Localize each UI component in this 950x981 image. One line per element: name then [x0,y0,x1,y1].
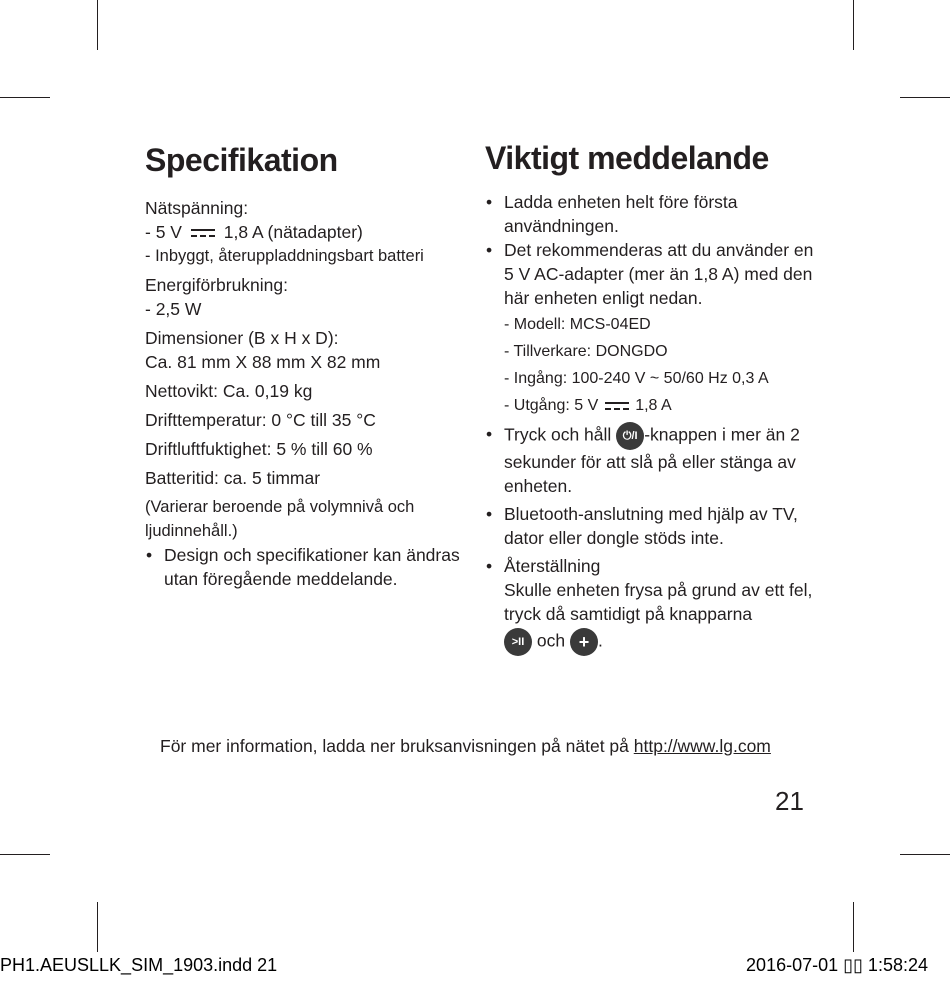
voltage-label: Nätspänning: [145,198,249,218]
adapter-maker: - Tillverkare: DONGDO [504,343,668,360]
page-number: 21 [775,786,804,816]
reset-title: Återställning [504,556,601,576]
crop-mark [853,0,854,50]
battery-note: (Varierar beroende på volymnivå och ljudinnehåll.) [145,498,415,540]
power-instruction-post: -knappen i mer än 2 sekunder för att slå på eller stänga av enheten. [504,424,800,496]
humidity-label: Driftluftfuktighet: [145,439,272,459]
list-item [485,238,815,310]
bullet-icon: • [486,424,493,444]
crop-mark [97,0,98,50]
temperature-row [145,408,465,432]
crop-mark [97,902,98,952]
slug-datetime: 2016-07-01 ▯▯ 1:58:24 [746,955,928,975]
reset-text: Skulle enheten frysa på grund av ett fel, tryck då samtidigt på knapparna [504,580,813,624]
battery-label: Batteritid: [145,468,219,488]
bullet-icon: • [486,556,493,576]
list-item [485,554,815,656]
specification-title: Specifikation [145,142,338,178]
slug-file: PH1.AEUSLLK_SIM_1903.indd 21 [0,955,278,975]
list-item [485,190,815,238]
dc-symbol-icon [605,401,629,411]
bullet-icon: • [486,504,493,524]
power-value: - 2,5 W [145,299,202,319]
weight-value: Ca. 0,19 kg [217,381,313,401]
bullet-icon: • [146,545,153,565]
battery-value: ca. 5 timmar [218,468,321,488]
power-instruction-pre: Tryck och håll [504,424,612,445]
dimensions-value: Ca. 81 mm X 88 mm X 82 mm [145,352,381,372]
reset-buttons [504,628,815,656]
adapter-input: - Ingång: 100-240 V ~ 50/60 Hz 0,3 A [504,370,769,387]
list-item [485,422,815,498]
temperature-label: Drifttemperatur: [145,410,267,430]
design-note: Design och specifikationer kan ändras utan föregående meddelande. [164,545,460,589]
adapter-note: Det rekommenderas att du använder en 5 V AC-adapter (mer än 1,8 A) med den här enheten enligt nedan. [504,240,814,308]
adapter-output [504,394,815,418]
bullet-icon: • [486,240,493,260]
dc-symbol-icon [191,228,215,238]
crop-mark [853,902,854,952]
crop-mark [900,97,950,98]
output-suffix: 1,8 A [635,397,672,414]
output-prefix: - Utgång: 5 V [504,397,599,414]
bluetooth-label: Bluetooth [504,504,578,524]
lg-website-link[interactable]: http://www.lg.com [633,736,771,756]
weight-label: Nettovikt: [145,381,218,401]
bluetooth-note: -anslutning med hjälp av TV, dator eller dongle stöds inte. [504,504,798,548]
list-item [145,543,465,591]
power-label: Energiförbrukning: [145,275,288,295]
crop-mark [0,97,50,98]
play-pause-button-icon: >II [504,628,532,656]
humidity-value: 5 % till 60 % [271,439,373,459]
footer-text: För mer information, ladda ner bruksanvisningen på nätet på [160,736,634,756]
bullet-icon: • [486,192,493,212]
important-notice-title: Viktigt meddelande [485,140,769,176]
footer-info [160,736,771,757]
crop-mark [0,854,50,855]
specification-section [145,140,465,591]
voltage-prefix: - 5 V [145,222,182,242]
och-text: och [536,630,566,651]
voltage-line-2: - Inbyggt, återuppladdningsbart batteri [145,247,424,265]
charge-note: Ladda enheten helt före första användningen. [504,192,738,236]
temperature-value: 0 °C till 35 °C [266,410,376,430]
adapter-spec-list [485,313,815,418]
humidity-row [145,437,465,461]
dimensions-label: Dimensioner (B x H x D): [145,328,339,348]
voltage-line-1 [145,220,465,244]
crop-mark [900,854,950,855]
voltage-suffix: 1,8 A (nätadapter) [223,222,363,242]
adapter-model: - Modell: MCS-04ED [504,316,651,333]
battery-row [145,466,465,490]
weight-row [145,379,465,403]
power-button-icon: ⏻/I [616,422,644,450]
list-item [485,502,815,550]
end-period: . [597,630,603,651]
plus-button-icon: + [570,628,598,656]
important-notice-section [485,138,815,656]
